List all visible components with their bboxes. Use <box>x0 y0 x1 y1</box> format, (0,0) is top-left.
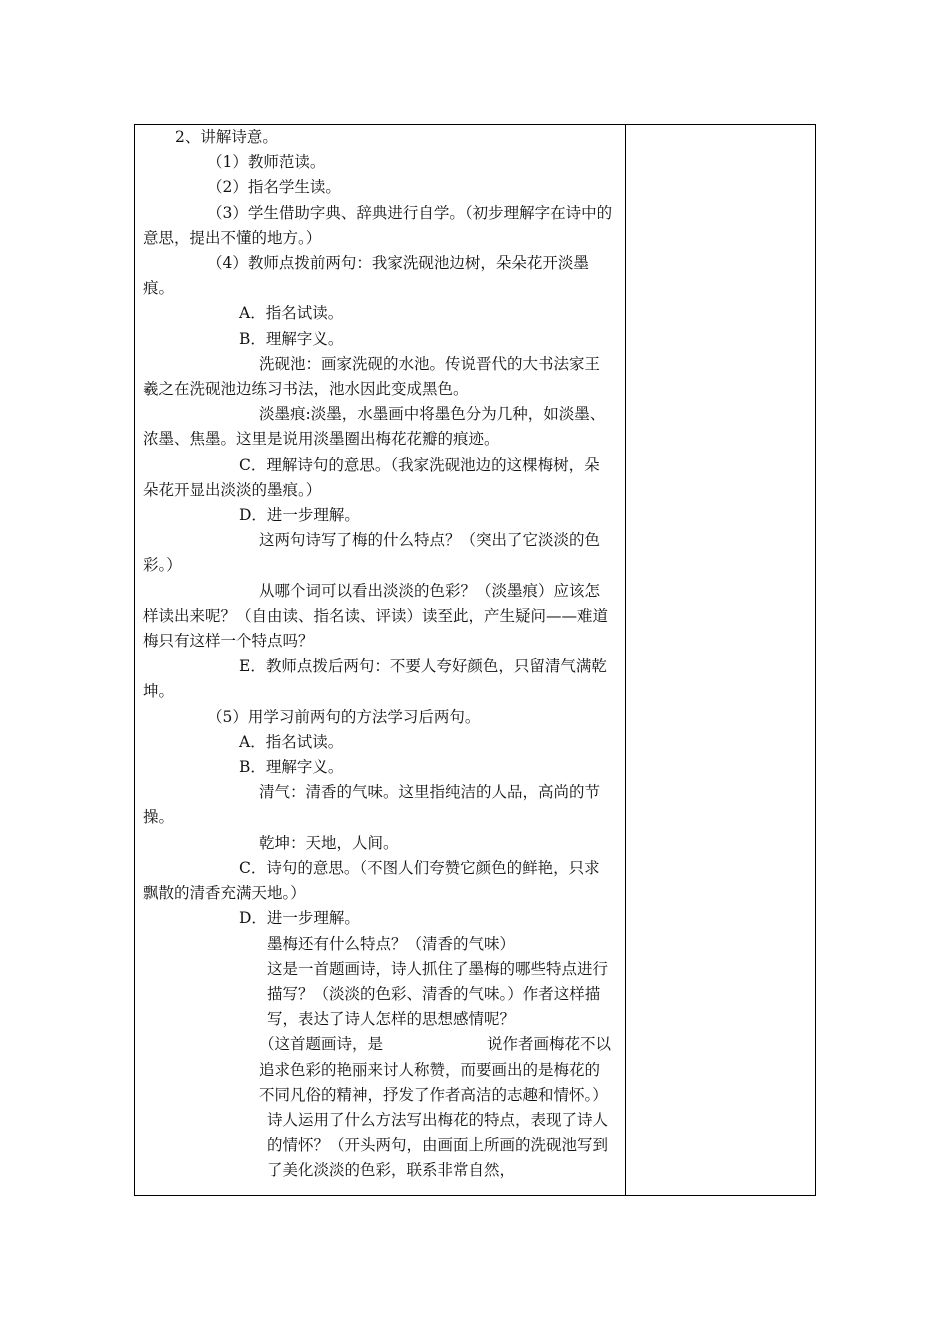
line-question-4: 这是一首题画诗，诗人抓住了墨梅的哪些特点进行描写？（淡淡的色彩、清香的气味。）作者这样描写，表达了诗人怎样的思想感情呢？ <box>267 959 609 1029</box>
line-4d: D．进一步理解。 <box>239 506 360 525</box>
line-4a: A．指名试读。 <box>239 304 344 323</box>
line-5b: B．理解字义。 <box>239 758 344 777</box>
lesson-text <box>143 125 613 1184</box>
line-5a: A．指名试读。 <box>239 732 344 751</box>
line-qiankun: 乾坤：天地，人间。 <box>259 833 399 852</box>
line-step-2-4: （4）教师点拨前两句：我家洗砚池边树，朵朵花开淡墨痕。 <box>143 254 589 298</box>
line-step-2-3: （3）学生借助字典、辞典进行自学。（初步理解字在诗中的意思，提出不懂的地方。） <box>143 203 613 247</box>
line-question-5: 诗人运用了什么方法写出梅花的特点，表现了诗人的情怀？（开头两句，由画面上所画的洗砚池写到了美化淡淡的色彩，联系非常自然， <box>267 1110 609 1180</box>
line-step-2-1: （1）教师范读。 <box>207 153 326 172</box>
line-question-3: 墨梅还有什么特点？（清香的气味） <box>267 934 516 953</box>
line-answer-rest: 说作者画梅花不以追求色彩的艳丽来讨人称赞，而要画出的是梅花的不同凡俗的精神，抒发了作者高洁的志趣和情怀。） <box>259 1035 612 1104</box>
line-5c: C．诗句的意思。（不图人们夸赞它颜色的鲜艳，只求飘散的清香充满天地。） <box>143 858 600 903</box>
line-answer <box>143 1032 613 1108</box>
line-danmohen: 淡墨痕:淡墨，水墨画中将墨色分为几种，如淡墨、浓墨、焦墨。这里是说用淡墨圈出梅花花瓣的痕迹。 <box>143 405 606 449</box>
line-4e: E．教师点拨后两句：不要人夸好颜色，只留清气满乾坤。 <box>143 657 607 701</box>
line-question-1: 这两句诗写了梅的什么特点？（突出了它淡淡的色彩。） <box>143 531 601 575</box>
notes-cell <box>626 125 815 1195</box>
line-4c: C．理解诗句的意思。（我家洗砚池边的这棵梅树，朵朵花开显出淡淡的墨痕。） <box>143 455 600 499</box>
line-step-2-5: （5）用学习前两句的方法学习后两句。 <box>207 707 481 726</box>
lesson-plan-table <box>134 124 816 1196</box>
line-step-2-2: （2）指名学生读。 <box>207 178 341 197</box>
line-answer-start: （这首题画诗，是 <box>259 1035 384 1054</box>
line-4b: B．理解字义。 <box>239 329 344 348</box>
line-xiyanchi: 洗砚池：画家洗砚的水池。传说晋代的大书法家王羲之在洗砚池边练习书法，池水因此变成黑色。 <box>143 354 601 399</box>
line-qingqi: 清气：清香的气味。这里指纯洁的人品，高尚的节操。 <box>143 783 601 827</box>
line-5d: D．进一步理解。 <box>239 909 360 928</box>
line-step-2: 2、讲解诗意。 <box>175 128 278 146</box>
lesson-content-cell <box>135 125 626 1195</box>
line-question-2: 从哪个词可以看出淡淡的色彩？（淡墨痕）应该怎样读出来呢？（自由读、指名读、评读）读至此，产生疑问——难道梅只有这样一个特点吗？ <box>143 581 609 651</box>
